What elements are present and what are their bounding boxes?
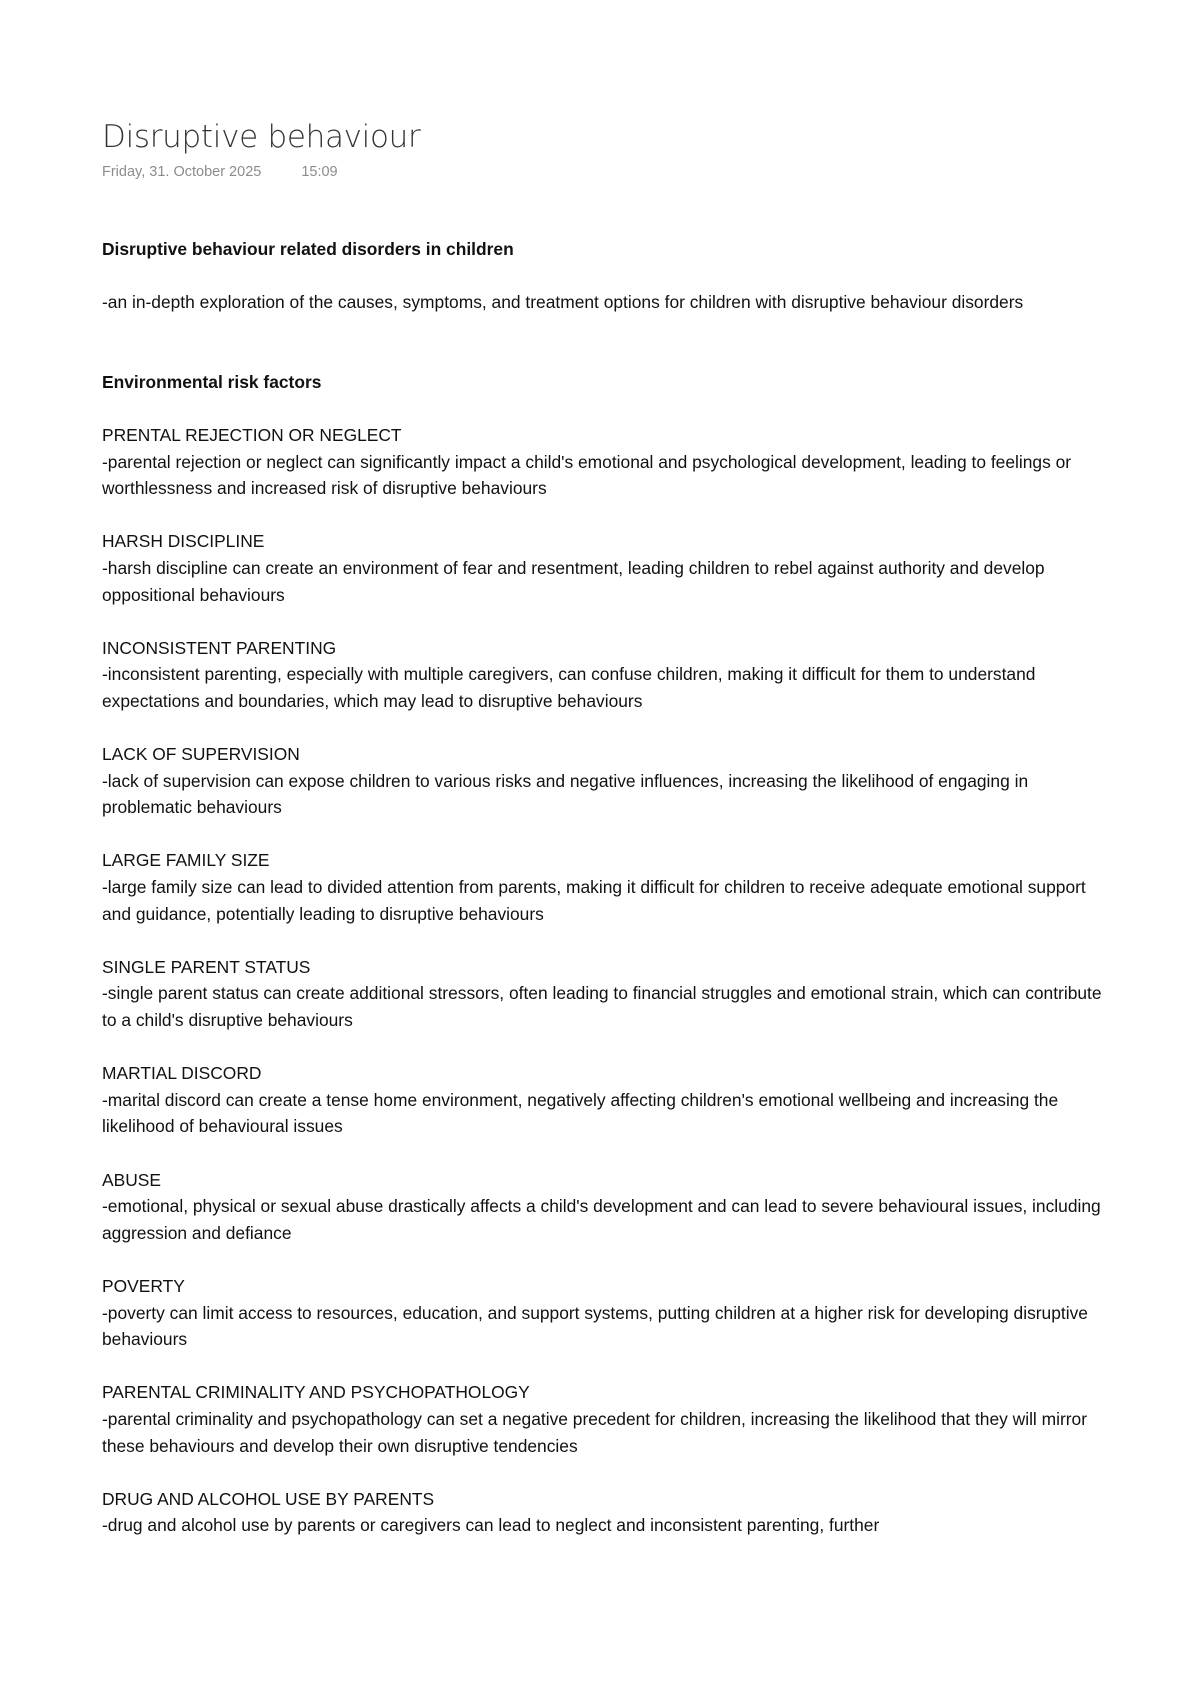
page-title: Disruptive behaviour: [102, 119, 421, 155]
risk-factor-name: LARGE FAMILY SIZE: [102, 850, 270, 871]
risk-factor: [102, 1167, 1102, 1247]
note-date: Friday, 31. October 2025: [102, 164, 262, 180]
intro-heading: Disruptive behaviour related disorders in children: [102, 239, 514, 259]
risk-factor-text: -emotional, physical or sexual abuse drastically affects a child's development and can lead to severe behavioural issues, including aggression and defiance: [102, 1196, 1101, 1243]
risk-factor-text: -drug and alcohol use by parents or caregivers can lead to neglect and inconsistent parenting, further: [102, 1515, 880, 1536]
risk-factor: [102, 847, 1102, 927]
risk-factor: [102, 1273, 1102, 1353]
risk-factor-text: -parental rejection or neglect can significantly impact a child's emotional and psychological development, leading to feelings or worthlessness and increased risk of disruptive behaviours: [102, 451, 1072, 499]
risk-factor: [102, 741, 1102, 821]
risk-factor-text: -large family size can lead to divided attention from parents, making it difficult for children to receive adequate emotional support and guidance, potentially leading to disruptive behaviours: [102, 877, 1086, 924]
risk-factor-name: SINGLE PARENT STATUS: [102, 956, 311, 977]
note-page: [102, 118, 1102, 1566]
risk-factor: [102, 635, 1102, 715]
risk-factor-name: MARTIAL DISCORD: [102, 1063, 262, 1084]
risk-factor-name: INCONSISTENT PARENTING: [102, 637, 337, 658]
risk-factor: [102, 954, 1102, 1034]
risk-factor-name: PARENTAL CRIMINALITY AND PSYCHOPATHOLOGY: [102, 1382, 530, 1403]
risk-factor-text: -single parent status can create additional stressors, often leading to financial struggles and emotional strain, which can contribute to a child's disruptive behaviours: [102, 983, 1102, 1031]
note-content: [102, 236, 1102, 1539]
note-metadata: [102, 162, 1102, 182]
risk-factor: [102, 528, 1102, 608]
risk-factor-name: HARSH DISCIPLINE: [102, 531, 265, 552]
intro-text: -an in-depth exploration of the causes, symptoms, and treatment options for children with disruptive behaviour disorders: [102, 292, 1024, 313]
note-time: 15:09: [301, 164, 338, 180]
risk-factor-name: LACK OF SUPERVISION: [102, 744, 300, 765]
risk-factors-heading: Environmental risk factors: [102, 371, 322, 392]
risk-factor-text: -parental criminality and psychopathology can set a negative precedent for children, increasing the likelihood that they will mirror these behaviours and develop their own disruptive tendencies: [102, 1408, 1088, 1456]
risk-factor-text: -lack of supervision can expose children to various risks and negative influences, increasing the likelihood of engaging in problematic behaviours: [102, 770, 1029, 818]
risk-factor-name: POVERTY: [102, 1275, 185, 1296]
risk-factor-text: -marital discord can create a tense home environment, negatively affecting children's emotional wellbeing and increasing the likelihood of behavioural issues: [102, 1089, 1059, 1137]
risk-factor: [102, 1060, 1102, 1140]
risk-factor-name: ABUSE: [102, 1169, 161, 1190]
risk-factor: [102, 1379, 1102, 1459]
risk-factor-name: DRUG AND ALCOHOL USE BY PARENTS: [102, 1488, 435, 1509]
risk-factor-text: -inconsistent parenting, especially with multiple caregivers, can confuse children, making it difficult for them to understand expectations and boundaries, which may lead to disruptive behaviours: [102, 664, 1036, 711]
risk-factor-text: -harsh discipline can create an environment of fear and resentment, leading children to rebel against authority and develop oppositional behaviours: [102, 557, 1045, 605]
risk-factor-name: PRENTAL REJECTION OR NEGLECT: [102, 424, 402, 445]
risk-factor: [102, 1486, 1102, 1539]
risk-factor: [102, 422, 1102, 502]
risk-factor-text: -poverty can limit access to resources, education, and support systems, putting children at a higher risk for developing disruptive behaviours: [102, 1302, 1088, 1350]
